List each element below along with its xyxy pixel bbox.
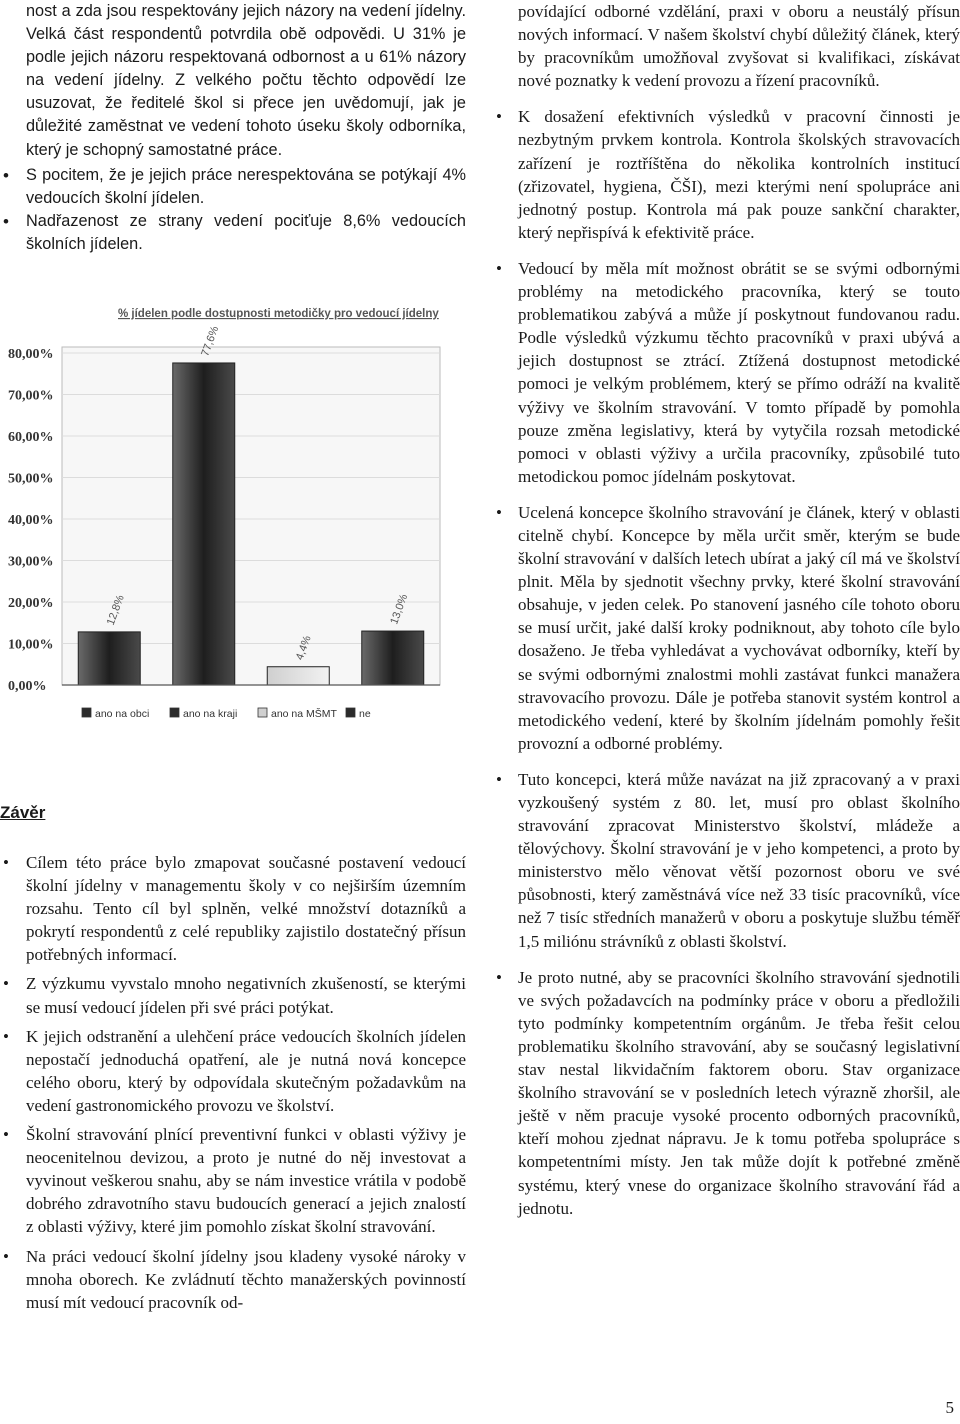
legend-swatch (82, 708, 91, 717)
list-item: • Ucelená koncepce školního stravování je článek, který v oblasti citelně chybí. Koncepce by měla určit směr, kterým se bude školní stravování v dalších letech ubírat a jaký cíl má ve školství plnit. Měla by sjednotit všechny prvky, které školní stravování obsahuje, v jeden celek. Po stanovení jasného cíle tohoto oboru se musí určit, jaké další kroky podniknout, aby tohoto cíle bylo dosaženo. Je třeba vyhledávat a vychovávat odborníky, kteří by se svými odbornými znalostmi mohli zastávat funkci manažera stravovacího provozu. Dále je potřeba stanovit systém kontrol a metodického vedení, které by školním jídelnám pomohly řešit provozní a odborné problémy. (496, 501, 960, 755)
bar-2 (173, 363, 235, 685)
list-item: • K dosažení efektivních výsledků v pracovní činnosti je nezbytným prvkem kontrola. Kontrola školských stravovacích zařízení je roztříštěna do několika kontrolních institucí (zřizovatel, hygiena, ČŠI), mezi kterými není spolupráce ani jednotný postup. Kontrola má pak pouze sankční charakter, který nepřispívá k efektivitě práce. (496, 105, 960, 244)
list-item: • Na práci vedoucí školní jídelny jsou kladeny vysoké nároky v mnoha oborech. Ke zvládnutí těchto manažerských povinností musí mít vedoucí pracovník od- (0, 1245, 466, 1314)
legend-swatch (346, 708, 355, 717)
bar-4 (362, 631, 424, 685)
right-column (496, 0, 960, 1233)
conclusion-list (0, 851, 466, 1314)
data-label: 4,4% (293, 634, 314, 662)
list-item: • K jejich odstranění a ulehčení práce vedoucích školních jídelen nepostačí jednoduchá opatření, ale je nutná nová koncepce celého oboru, který by odpovídala skutečným požadavkům na vedení gastronomického provozu ve školství. (0, 1025, 466, 1117)
y-tick-label: 10,00% (8, 637, 54, 653)
list-item: • Cílem této práce bylo zmapovat současné postavení vedoucí školní jídelny v managementu školy v co nejširším územním rozsahu. Tento cíl byl splněn, velké množství dotazníků a pokrytí respondentů z celé republiky zajistilo dostatečný přísun potřebných informací. (0, 851, 466, 966)
chart-title: % jídelen podle dostupnosti metodičky pro vedoucí jídelny (118, 308, 439, 320)
list-item: • Je proto nutné, aby se pracovníci školního stravování sjednotili ve svých požadavcích na podmínky práce v oboru a předložili tyto podmínky kompetentním orgánům. Je třeba řešit celou problematiku školního stravování, aby se současný legislativní stav nestal likvidačním faktorem oboru. Stav organizace školního stravování se v posledních letech výrazně zhoršil, ale ještě v něm pracuje vysoké procento odborných pracovníků, kteří mohou zjednat nápravu. Je k tomu potřeba spolupráce s kompetentními místy. Jen tak může dojít k potřebné změně systému, který vnese do organizace školního stravování řád a jednotu. (496, 966, 960, 1220)
bar-3 (267, 667, 329, 685)
list-item: • Vedoucí by měla mít možnost obrátit se se svými odbornými problémy na metodického pracovníka, který se touto problematikou zabývá a může jí poskytnout fundovanou radu. Podle výsledků výzkumu těchto pracovníků v praxi ubývá a jejich dostupnost se ztrácí. Ztížená dostupnost metodické pomoci je velkým problémem, který se přímo odráží na kvalitě výživy ve školním stravování. V tomto případě by pomohla pouze změna legislativy, která by vytyčila rozsah metodické pomoci v oblasti výživy a určila pracovníky, způsobilé tuto metodickou pomoc jídelnám poskytovat. (496, 257, 960, 488)
list-item: • Nadřazenost ze strany vedení pociťuje 8,6% vedoucích školních jídelen. (0, 210, 466, 256)
bar-1 (78, 632, 140, 685)
y-tick-label: 50,00% (8, 471, 54, 487)
legend-entry: ne (359, 708, 371, 720)
legend-swatch (170, 708, 179, 717)
y-tick-label: 0,00% (8, 679, 47, 694)
left-column (0, 0, 466, 256)
list-item: • Školní stravování plnící preventivní funkci v oblasti výživy je neocenitelnou devizou, a proto je nutné do něj investovat a vyvinout veškerou snahu, aby se nám investice vrátila v podobě dobrého zdravotního stavu budoucích generací a jejich znalostí z oblasti výživy, které jim pomohlo získat školní stravování. (0, 1123, 466, 1238)
chart-canvas (0, 295, 466, 747)
section-heading: Závěr (0, 803, 46, 822)
left-bullet-list (0, 164, 466, 256)
data-label: 13,0% (388, 592, 411, 627)
y-tick-label: 80,00% (8, 347, 54, 362)
legend-entry: ano na kraji (183, 708, 238, 720)
y-tick-label: 70,00% (8, 388, 54, 404)
conclusion-section (0, 851, 466, 1320)
legend-swatch (258, 708, 267, 717)
list-item: • Tuto koncepci, která může navázat na již zpracovaný a v praxi vyzkoušený systém z 80. let, musí pro oblast školního stravování zpracovat Ministerstvo školství, mládeže a tělovýchovy. Školní stravování je v jeho kompetenci, a proto by ministerstvo mělo věnovat větší pozornost oboru ve své působnosti, který zaměstnává více než 33 tisíc pracovníků, více než 7 tisíc středních manažerů v oboru a poskytuje službu téměř 1,5 miliónu strávníků z oblasti školství. (496, 768, 960, 953)
legend-entry: ano na obci (95, 708, 150, 720)
legend-entry: ano na MŠMT (271, 708, 337, 720)
right-bullet-list (496, 105, 960, 1219)
y-tick-label: 20,00% (8, 596, 54, 611)
intro-paragraph: nost a zda jsou respektovány jejich názory na vedení jídelny. Velká část respondentů potvrdila obě odpovědi. U 31% je podle jejich názoru respektovaná odbornost a u 61% názory na vedení jídelny. Z velkého počtu těchto odpovědí lze usuzovat, že ředitelé škol si přece jen uvědomují, jak je důležité zaměstnat ve vedení tohoto úseku školy odborníka, který je schopný samostatné práce. (26, 2, 466, 159)
y-tick-label: 60,00% (8, 430, 54, 445)
y-tick-label: 30,00% (8, 554, 54, 570)
list-item: • S pocitem, že je jejich práce nerespektována se potýkají 4% vedoucích školní jídelen. (0, 164, 466, 210)
continuation-paragraph: povídající odborné vzdělání, praxi v oboru a neustálý přísun nových informací. V našem školství chybí důležitý článek, který by pracovníkům umožňoval zvyšovat si kvalifikaci, získávat nové poznatky k vedení provozu a řízení pracovníků. (518, 2, 960, 91)
y-tick-label: 40,00% (8, 513, 54, 528)
bar-chart (0, 295, 466, 747)
list-item: • Z výzkumu vyvstalo mnoho negativních zkušeností, se kterými se musí vedoucí jídelen při své práci potýkat. (0, 972, 466, 1018)
page-number: 5 (945, 1398, 954, 1417)
data-label: 12,8% (104, 593, 127, 627)
data-label: 77,6% (199, 324, 222, 358)
